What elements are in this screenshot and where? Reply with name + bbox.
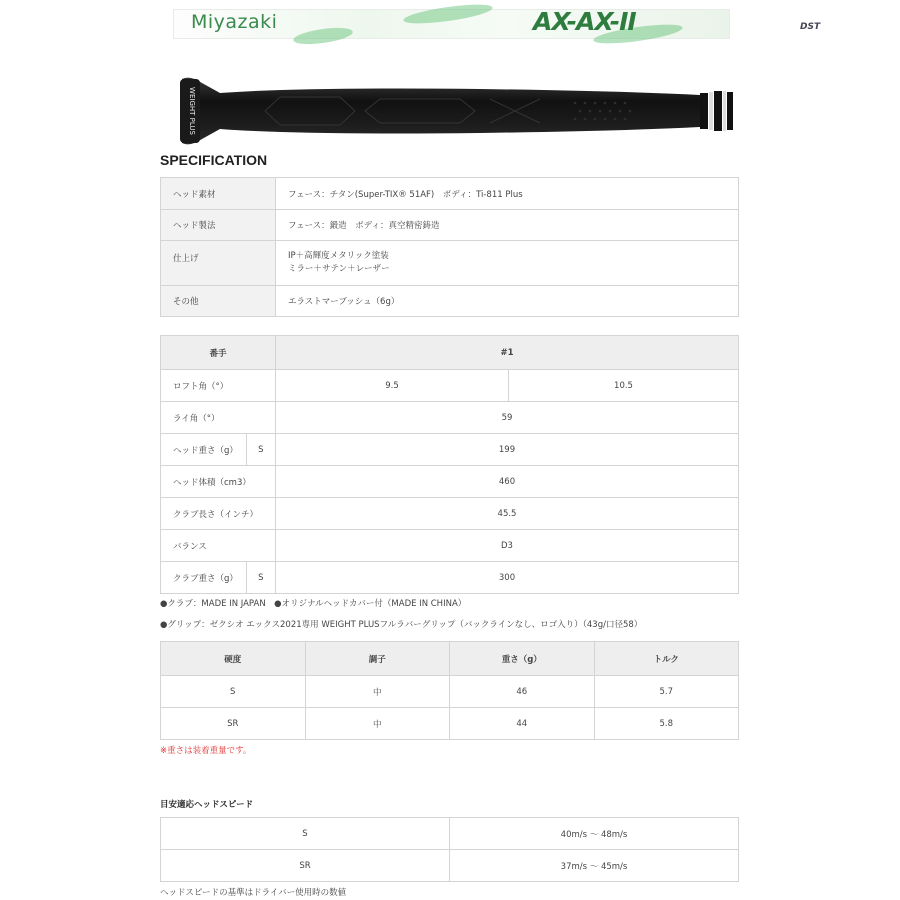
cell-value: 40m/s ～ 48m/s [450, 818, 739, 850]
table-row [161, 370, 739, 402]
shaft-splash [292, 25, 353, 47]
table-header-row [161, 336, 739, 370]
cell-value: 46 [450, 676, 595, 708]
table-row [161, 434, 739, 466]
table-header-row [161, 642, 739, 676]
shaft-splash [402, 1, 493, 27]
cell-value: 中 [305, 708, 450, 740]
note-line: ●グリップ：ゼクシオ エックス2021専用 WEIGHT PLUSフルラバーグリップ（バックラインなし、ロゴ入り）（43g/口径58） [160, 620, 643, 630]
table-row [161, 241, 739, 286]
table-row [161, 676, 739, 708]
row-label: ヘッド重さ（g） [161, 434, 247, 466]
shaft-logo: AX-AX-II [533, 7, 636, 36]
row-label: ロフト角（°） [161, 370, 276, 402]
cell-value: D3 [276, 530, 739, 562]
head-speed-title: 目安適応ヘッドスピード [160, 800, 254, 810]
table-row [161, 286, 739, 317]
grip-image [180, 73, 735, 149]
shaft-sub-logo: DST [800, 22, 821, 32]
shaft-brand: Miyazaki [191, 11, 278, 33]
cell-value: SR [161, 708, 306, 740]
cell-value: 中 [305, 676, 450, 708]
cell-value: S [161, 676, 306, 708]
table-row [161, 708, 739, 740]
head-speed-note: ヘッドスピードの基準はドライバー使用時の数値 [160, 888, 347, 898]
shaft-banner-image [173, 7, 821, 39]
cell-value: 5.8 [594, 708, 739, 740]
table-row [161, 498, 739, 530]
cell-value: 59 [276, 402, 739, 434]
cell-value: 44 [450, 708, 595, 740]
table-row [161, 850, 739, 882]
spec-value [276, 241, 739, 286]
row-label: クラブ長さ（インチ） [161, 498, 276, 530]
head-speed-table [160, 817, 739, 882]
grip-label: WEIGHT PLUS [188, 87, 196, 135]
cell-value: 460 [276, 466, 739, 498]
shaft-spec-table [160, 641, 739, 740]
column-header: 硬度 [161, 642, 306, 676]
row-label: ライ角（°） [161, 402, 276, 434]
row-label: クラブ重さ（g） [161, 562, 247, 594]
spec-title: SPECIFICATION [160, 152, 268, 168]
column-header: トルク [594, 642, 739, 676]
table-row [161, 818, 739, 850]
column-header: 調子 [305, 642, 450, 676]
table-row [161, 530, 739, 562]
cell-value: 300 [276, 562, 739, 594]
note-line: ●クラブ：MADE IN JAPAN ●オリジナルヘッドカバー付（MADE IN CHINA） [160, 599, 467, 609]
spec-key: その他 [161, 286, 276, 317]
row-label: バランス [161, 530, 276, 562]
row-label: ヘッド体積（cm3） [161, 466, 276, 498]
flex-cell: S [246, 434, 275, 466]
weight-note: ※重さは装着重量です。 [160, 746, 252, 756]
spec-key: ヘッド製法 [161, 210, 276, 241]
cell-value: S [161, 818, 450, 850]
spec-value: フェース：鍛造 ボディ：真空精密鋳造 [276, 210, 739, 241]
cell-value: 37m/s ～ 45m/s [450, 850, 739, 882]
spec-value: エラストマーブッシュ（6g） [276, 286, 739, 317]
cell-value: SR [161, 850, 450, 882]
spec-table [160, 177, 739, 317]
cell-value: 199 [276, 434, 739, 466]
spec-value-line: ミラー＋サテン＋レーザー [288, 264, 390, 274]
cell-value: 45.5 [276, 498, 739, 530]
column-header: 重さ（g） [450, 642, 595, 676]
spec-key: ヘッド素材 [161, 178, 276, 210]
table-row [161, 178, 739, 210]
cell-value: 5.7 [594, 676, 739, 708]
spec-value-line: IP＋高輝度メタリック塗装 [288, 251, 389, 261]
cell-value: 9.5 [276, 370, 509, 402]
table-row [161, 466, 739, 498]
flex-cell: S [246, 562, 275, 594]
cell-value: 10.5 [509, 370, 739, 402]
column-header: #1 [276, 336, 739, 370]
spec-key: 仕上げ [161, 241, 276, 286]
table-row [161, 210, 739, 241]
club-spec-table [160, 335, 739, 594]
column-header: 番手 [161, 336, 276, 370]
spec-value: フェース：チタン(Super-TIX® 51AF) ボディ：Ti-811 Plus [276, 178, 739, 210]
table-row [161, 562, 739, 594]
table-row [161, 402, 739, 434]
club-notes [160, 594, 642, 636]
